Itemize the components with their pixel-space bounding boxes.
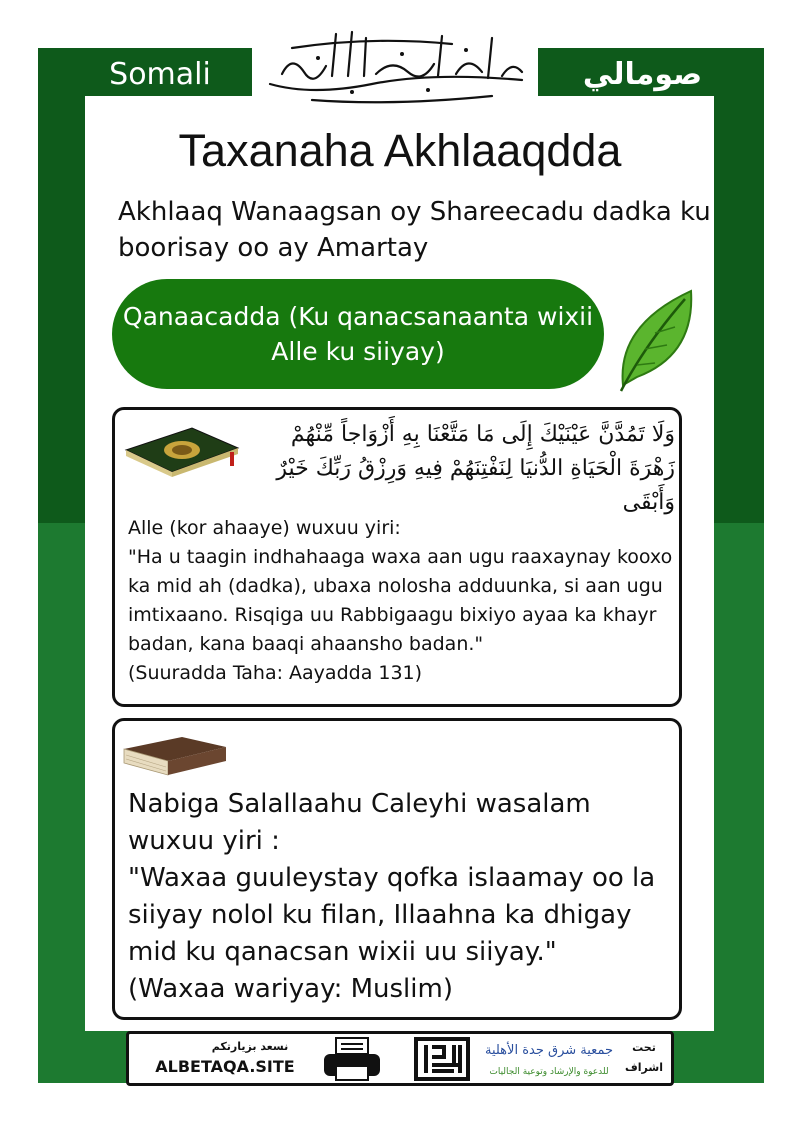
footer-visit-text: نسعد بزيارتكم — [211, 1040, 289, 1053]
hadith-text-block — [128, 786, 673, 1008]
verse-intro: Alle (kor ahaaye) wuxuu yiri: — [128, 517, 401, 539]
footer-supervision-label — [622, 1038, 666, 1078]
footer-ishraf: اشراف — [625, 1061, 663, 1074]
quran-book-icon — [122, 422, 242, 477]
verse-translation: "Ha u taagin indhahaaga waxa aan ugu raaxaynay kooxo ka mid ah (dadka), ubaxa nolosha adduunka, si aan ugu imtixaano. Risqiga uu Rabbigaagu bixiyo ayaa ka khayr badan, kana baaqi ahaansho badan." — [128, 546, 673, 655]
page-subtitle: Akhlaaq Wanaagsan oy Shareecadu dadka ku boorisay oo ay Amartay — [118, 197, 711, 263]
footer-tahta: تحت — [632, 1041, 656, 1054]
hadith-intro: Nabiga Salallaahu Caleyhi wasalam wuxuu yiri : — [128, 789, 591, 856]
verse-reference: (Suuradda Taha: Aayadda 131) — [128, 662, 423, 684]
basmala-calligraphy-art — [252, 14, 538, 106]
page-title: Taxanaha Akhlaaqdda — [178, 125, 622, 176]
hadith-book-icon — [120, 733, 230, 778]
leaf-icon — [615, 285, 695, 395]
verse-arabic: وَلَا تَمُدَّنَّ عَيْنَيْكَ إِلَى مَا مَتَّعْنَا بِهِ أَزْوَاجاً مِّنْهُمْ زَهْرَةَ الْحَيَاةِ الدُّنيَا لِنَفْتِنَهُمْ فِيهِ وَرِزْقُ رَبِّكَ خَيْرٌ وَأَبْقَى — [276, 422, 675, 515]
hadith-reference: (Waxaa wariyay: Muslim) — [128, 974, 453, 1004]
organization-logo — [484, 1036, 614, 1082]
topic-banner — [112, 279, 604, 389]
footer-site-link[interactable]: ALBETAQA.SITE — [155, 1057, 295, 1076]
kufi-logo — [410, 1031, 474, 1086]
org-name: جمعية شرق جدة الأهلية — [484, 1043, 614, 1058]
language-label-arabic: صومالي — [570, 52, 715, 96]
org-subtitle: للدعوة والإرشاد وتوعية الجاليات — [489, 1067, 609, 1077]
topic-text: Qanaacadda (Ku qanacsanaanta wixii Alle ku siiyay) — [122, 302, 594, 366]
verse-translation-block — [128, 514, 673, 688]
basmala-calligraphy — [252, 14, 538, 106]
language-label-somali: Somali — [90, 52, 230, 96]
hadith-text: "Waxaa guuleystay qofka islaamay oo la siiyay nolol ku filan, Illaahna ka dhigay mid ku qanacsan wixii uu siiyay." — [128, 863, 656, 967]
printer-icon[interactable] — [322, 1036, 382, 1082]
